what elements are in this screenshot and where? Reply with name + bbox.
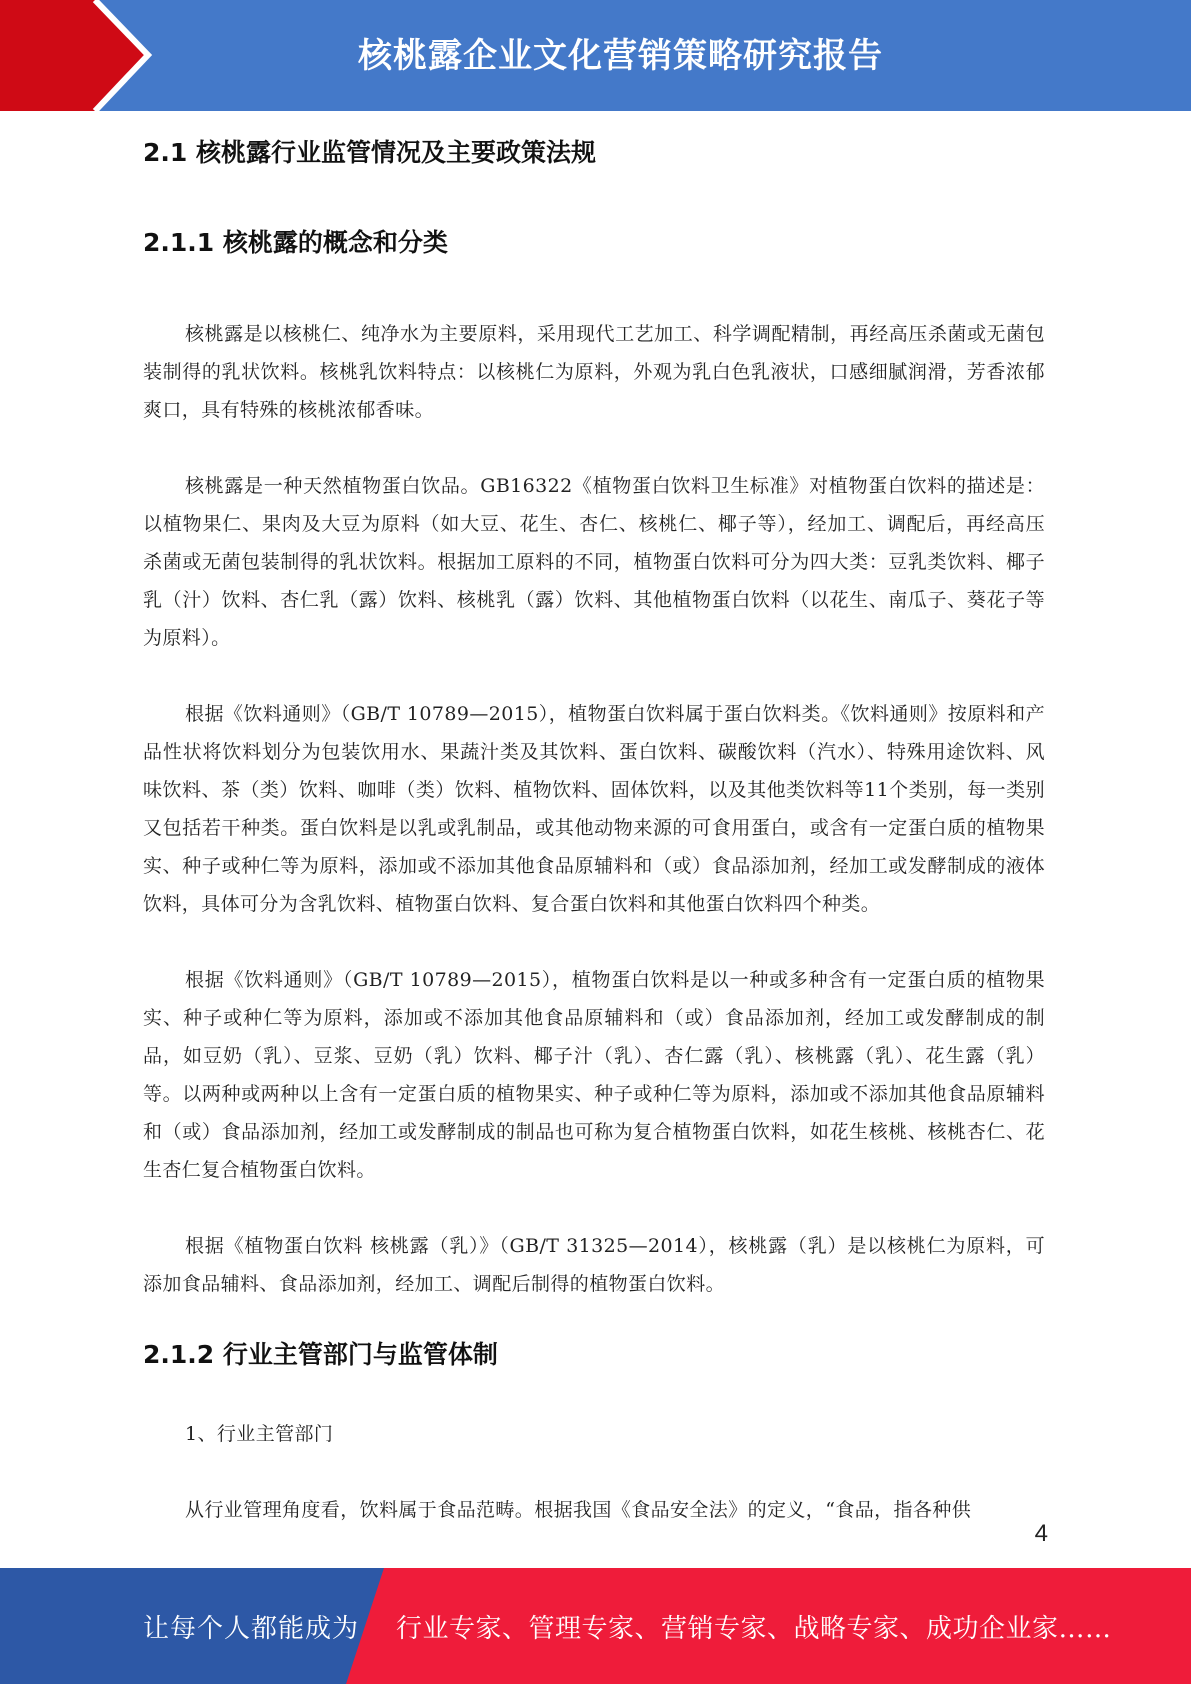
page-header — [0, 0, 1191, 111]
paragraph: 核桃露是以核桃仁、纯净水为主要原料，采用现代工艺加工、科学调配精制，再经高压杀菌或无菌包装制得的乳状饮料。核桃乳饮料特点：以核桃仁为原料，外观为乳白色乳液状，口感细腻润滑，芳香浓郁爽口，具有特殊的核桃浓郁香味。 — [143, 323, 1045, 421]
subsection-heading: 2.1.1 核桃露的概念和分类 — [143, 228, 448, 257]
footer-slogan-left: 让每个人都能成为 — [143, 1614, 360, 1644]
page-footer — [0, 1568, 1191, 1684]
document-body — [143, 126, 1045, 1567]
paragraph: 1、行业主管部门 — [185, 1423, 334, 1445]
paragraph: 根据《饮料通则》（GB/T 10789—2015），植物蛋白饮料是以一种或多种含有一定蛋白质的植物果实、种子或种仁等为原料，添加或不添加其他食品原辅料和（或）食品添加剂，经加工或发酵制成的制品，如豆奶（乳）、豆浆、豆奶（乳）饮料、椰子汁（乳）、杏仁露（乳）、核桃露（乳）、花生露（乳）等。以两种或两种以上含有一定蛋白质的植物果实、种子或种仁等为原料，添加或不添加其他食品原辅料和（或）食品添加剂，经加工或发酵制成的制品也可称为复合植物蛋白饮料，如花生核桃、核桃杏仁、花生杏仁复合植物蛋白饮料。 — [143, 969, 1045, 1181]
footer-slogan-right: 行业专家、管理专家、营销专家、战略专家、成功企业家…… — [396, 1614, 1112, 1644]
subsection-heading: 2.1.2 行业主管部门与监管体制 — [143, 1340, 498, 1369]
paragraph: 根据《饮料通则》（GB/T 10789—2015），植物蛋白饮料属于蛋白饮料类。《饮料通则》按原料和产品性状将饮料划分为包装饮用水、果蔬汁类及其饮料、蛋白饮料、碳酸饮料（汽水）、特殊用途饮料、风味饮料、茶（类）饮料、咖啡（类）饮料、植物饮料、固体饮料，以及其他类饮料等11个类别，每一类别又包括若干种类。蛋白饮料是以乳或乳制品，或其他动物来源的可食用蛋白，或含有一定蛋白质的植物果实、种子或种仁等为原料，添加或不添加其他食品原辅料和（或）食品添加剂，经加工或发酵制成的液体饮料，具体可分为含乳饮料、植物蛋白饮料、复合蛋白饮料和其他蛋白饮料四个种类。 — [143, 703, 1045, 915]
page-number: 4 — [1034, 1520, 1048, 1547]
report-title: 核桃露企业文化营销策略研究报告 — [358, 36, 883, 76]
paragraph: 根据《植物蛋白饮料 核桃露（乳）》（GB/T 31325—2014），核桃露（乳）是以核桃仁为原料，可添加食品辅料、食品添加剂，经加工、调配后制得的植物蛋白饮料。 — [143, 1235, 1045, 1295]
paragraph: 核桃露是一种天然植物蛋白饮品。GB16322《植物蛋白饮料卫生标准》对植物蛋白饮料的描述是：以植物果仁、果肉及大豆为原料（如大豆、花生、杏仁、核桃仁、椰子等），经加工、调配后，再经高压杀菌或无菌包装制得的乳状饮料。根据加工原料的不同，植物蛋白饮料可分为四大类：豆乳类饮料、椰子乳（汁）饮料、杏仁乳（露）饮料、核桃乳（露）饮料、其他植物蛋白饮料（以花生、南瓜子、葵花子等为原料）。 — [143, 475, 1045, 649]
paragraph: 从行业管理角度看，饮料属于食品范畴。根据我国《食品安全法》的定义，“食品，指各种供 — [185, 1499, 972, 1521]
section-heading: 2.1 核桃露行业监管情况及主要政策法规 — [143, 138, 596, 167]
